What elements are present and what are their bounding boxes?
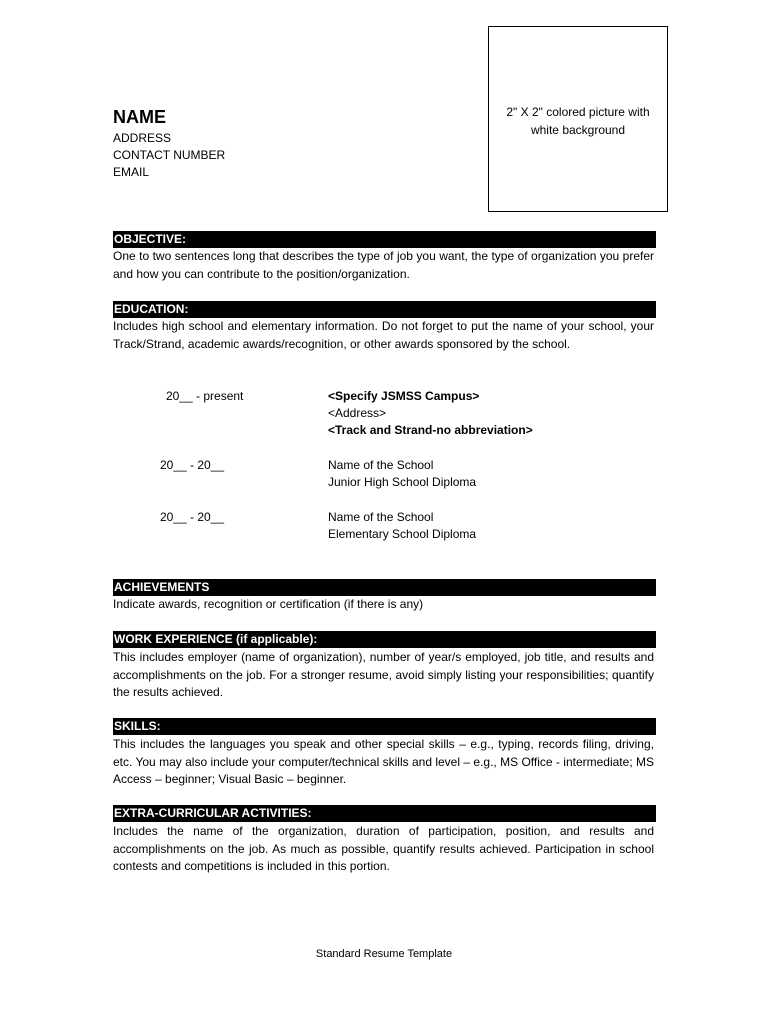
education-entry-school: <Specify JSMSS Campus> bbox=[328, 389, 480, 403]
work-experience-text: This includes employer (name of organization), number of year/s employed, job title, and results and accomplishments on the job. For a stronger resume, avoid simply listing your responsibilities; quantify the results achieved. bbox=[113, 650, 654, 699]
page-footer: Standard Resume Template bbox=[315, 948, 453, 960]
photo-caption: 2" X 2" colored picture with white background bbox=[506, 105, 650, 137]
education-text: Includes high school and elementary information. Do not forget to put the name of your school, your Track/Strand, academic awards/recognition, or other awards sponsored by the school. bbox=[113, 319, 654, 351]
email-line: EMAIL bbox=[113, 165, 150, 179]
education-heading: EDUCATION: bbox=[113, 301, 656, 318]
achievements-heading: ACHIEVEMENTS bbox=[113, 579, 656, 596]
skills-heading: SKILLS: bbox=[113, 718, 656, 735]
education-entry-date: 20__ - 20__ bbox=[160, 458, 225, 472]
education-entry-address: <Address> bbox=[328, 406, 387, 420]
work-experience-heading: WORK EXPERIENCE (if applicable): bbox=[113, 631, 656, 648]
address-line: ADDRESS bbox=[113, 131, 172, 145]
extra-curricular-text: Includes the name of the organization, duration of participation, position, and results and accomplishments on the job. As much as possible, quantify results achieved. Participation in school contests and competitions is included in this portion. bbox=[113, 824, 654, 873]
extra-curricular-heading: EXTRA-CURRICULAR ACTIVITIES: bbox=[113, 805, 656, 822]
education-entry-date: 20__ - present bbox=[166, 389, 244, 403]
photo-placeholder bbox=[488, 26, 668, 212]
applicant-name: NAME bbox=[113, 107, 166, 127]
education-entry-school: Name of the School bbox=[328, 510, 434, 524]
education-entry-diploma: Elementary School Diploma bbox=[328, 527, 477, 541]
education-entry-date: 20__ - 20__ bbox=[160, 510, 225, 524]
objective-text: One to two sentences long that describes the type of job you want, the type of organization you prefer and how you can contribute to the position/organization. bbox=[113, 249, 654, 281]
objective-heading: OBJECTIVE: bbox=[113, 231, 656, 248]
contact-number-line: CONTACT NUMBER bbox=[113, 148, 226, 162]
education-entry-track: <Track and Strand-no abbreviation> bbox=[328, 423, 533, 437]
education-entry-diploma: Junior High School Diploma bbox=[328, 475, 477, 489]
achievements-text: Indicate awards, recognition or certification (if there is any) bbox=[113, 597, 424, 611]
education-entry-school: Name of the School bbox=[328, 458, 434, 472]
skills-text: This includes the languages you speak and other special skills – e.g., typing, records filing, driving, etc. You may also include your computer/technical skills and level – e.g., MS Office - intermediate; MS Access – beginner; Visual Basic – beginner. bbox=[113, 737, 654, 786]
